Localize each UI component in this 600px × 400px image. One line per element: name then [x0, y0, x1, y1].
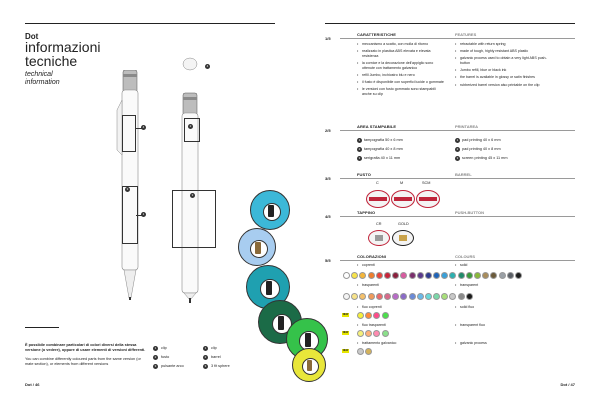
colour-swatch: [425, 272, 432, 279]
feature-it: • il fusto è disponibile con superfici lucide o gommate: [357, 80, 445, 85]
legend-row: 2 fusto 2 barrel: [154, 354, 221, 359]
colour-swatch: [351, 272, 358, 279]
cap-lightblue: [238, 228, 276, 266]
colour-group-fluo-en: • solid fluo: [455, 305, 535, 312]
subtitle-line1: technical: [25, 71, 53, 78]
colour-swatch: [482, 272, 489, 279]
colour-group-fluotrans-en: • transparent fluo: [455, 323, 535, 330]
print-heading-it: AREA STAMPABILE: [357, 124, 397, 129]
colour-swatch: [373, 330, 380, 337]
callout-3: 3: [126, 187, 129, 191]
colour-swatch: [507, 272, 514, 279]
swatch-row-transparent: [343, 293, 473, 300]
callout-box-barrel-2: [172, 190, 216, 248]
colour-swatch: [365, 348, 372, 355]
feature-en: • rubberized barrel version also printable on the clip: [455, 83, 555, 88]
colour-swatch: [433, 293, 440, 300]
colour-swatch: [376, 272, 383, 279]
section-num-colours: 5/5: [325, 258, 331, 263]
colour-swatch: [382, 330, 389, 337]
pushbutton-sample-gold: [392, 230, 414, 246]
footer-right: Dot / 47: [560, 382, 575, 387]
colour-group-trans-en: • transparent: [455, 283, 535, 290]
colour-swatch: [365, 330, 372, 337]
page-title-line1: informazioni: [25, 39, 101, 55]
swatch-row-galvanic: [357, 348, 372, 355]
colour-swatch: [376, 293, 383, 300]
swatch-row-fluo-transparent: [357, 330, 389, 337]
colours-heading-it: COLORAZIONI: [357, 254, 387, 259]
print-list-it: 1 tampografia 50 x 6 mm 2 tampografia 40 x 8 mm 3 serigrafia 40 x 11 mm: [358, 137, 403, 160]
colour-swatch: [474, 272, 481, 279]
callout-4: 4: [142, 125, 145, 129]
colour-swatch: [409, 272, 416, 279]
top-rule-left: [25, 23, 275, 24]
colour-swatch: [425, 293, 432, 300]
pushbutton-heading-en: PUSH-BUTTON: [455, 210, 485, 215]
feature-en: • galvanic process used to obtain a very light ABS push-button: [455, 56, 555, 65]
colour-swatch: [384, 293, 391, 300]
colour-group-trans-it: • trasparenti: [357, 283, 437, 290]
barrel-label-scm: SCM: [422, 181, 431, 185]
barrel-label-c: C: [376, 181, 379, 185]
colour-swatch: [382, 312, 389, 319]
colour-swatch: [409, 293, 416, 300]
callout-box-clip-2: [184, 118, 200, 142]
colour-swatch: [433, 272, 440, 279]
section-num-barrel: 3/5: [325, 176, 331, 181]
colour-swatch: [357, 330, 364, 337]
legend-row: 1 clip 1 clip: [154, 345, 217, 350]
print-list-en: 1 pad printing 40 x 6 mm 2 pad printing 40 x 8 mm 3 screen printing 45 x 11 mm: [456, 137, 508, 160]
colour-swatch: [417, 293, 424, 300]
colour-swatch: [392, 293, 399, 300]
callout-4b: 4: [206, 64, 209, 68]
note-english: You can combine differently coloured parts from the same version (or mate section), or elements from different versions: [25, 357, 141, 367]
colour-swatch: [400, 272, 407, 279]
feature-it: • refill Jumbo, inchiostro blu e nero: [357, 73, 445, 78]
colour-group-solid-it: • coprenti: [357, 263, 437, 270]
pushbutton-sample-cr: [368, 230, 390, 246]
barrel-label-m: M: [400, 181, 404, 185]
colour-swatch: [392, 272, 399, 279]
colour-swatch: [351, 293, 358, 300]
colour-swatch: [343, 293, 350, 300]
colour-swatch: [441, 272, 448, 279]
feature-it: • realizzato in plastica ABS elevata e elevata resistenza: [357, 49, 445, 58]
swatch-row-fluo-solid: [357, 312, 389, 319]
new-tag: NEW: [342, 313, 349, 316]
feature-it: • la cornice e la decorazione dell'appiglio sono ottenute con trattamento galvanico: [357, 61, 445, 70]
barrel-heading-it: FUSTO: [357, 172, 371, 177]
colour-swatch: [400, 293, 407, 300]
colour-swatch: [499, 272, 506, 279]
colour-swatch: [357, 348, 364, 355]
callout-2: 2: [189, 124, 192, 128]
colour-swatch: [458, 272, 465, 279]
feature-it: • le versioni con fusto gommato sono stampabili anche su clip: [357, 87, 445, 96]
colour-swatch: [449, 293, 456, 300]
colour-swatch: [365, 312, 372, 319]
colour-swatch: [359, 293, 366, 300]
section-num-pushbutton: 4/5: [325, 214, 331, 219]
features-heading-en: FEATURES: [455, 32, 477, 37]
colour-group-fluo-it: • fluo coprenti: [357, 305, 437, 312]
colour-swatch: [466, 272, 473, 279]
pushbutton-label-gold: GOLD: [398, 222, 409, 226]
section-num-features: 1/5: [325, 36, 331, 41]
colour-swatch: [490, 272, 497, 279]
colour-swatch: [441, 293, 448, 300]
subtitle-line2: information: [25, 79, 60, 86]
colour-swatch: [466, 293, 473, 300]
pushbutton-heading-it: TAPPINO: [357, 210, 376, 215]
feature-en: • made of tough, highly resistant ABS plastic: [455, 49, 555, 54]
colour-swatch: [368, 272, 375, 279]
page-title-line2: tecniche: [25, 53, 78, 69]
feature-en: • Jumbo refill, blue or black ink: [455, 68, 555, 73]
barrel-heading-en: BARREL: [455, 172, 472, 177]
callout-1: 1: [142, 212, 145, 216]
colour-swatch: [417, 272, 424, 279]
top-rule-right: [325, 23, 575, 24]
feature-en: • the barrel is available in glossy or satin finishes: [455, 75, 555, 80]
colour-swatch: [458, 293, 465, 300]
barrel-sample-m: [391, 190, 415, 208]
colour-swatch: [449, 272, 456, 279]
brand-title: Dot: [25, 32, 39, 41]
print-heading-en: PRINTAREA: [455, 124, 479, 129]
legend: [153, 344, 263, 371]
note-italian: È possibile combinare particolari di colori diversi della stessa versione (o vedere), oppure di usare elementi di versioni differenti.: [25, 343, 146, 353]
colour-group-fluotrans-it: • fluo trasparenti: [357, 323, 437, 330]
colour-swatch: [359, 272, 366, 279]
colours-heading-en: COLOURS: [455, 254, 475, 259]
cap-cyan: [250, 190, 290, 230]
colour-group-galvanic-en: • galvanic process: [455, 341, 535, 348]
legend-row: 3 pulsante arco 3 3 fit sphere: [154, 363, 230, 368]
features-list-it: [357, 42, 445, 99]
colour-swatch: [357, 312, 364, 319]
feature-it: • meccanismo a scatto, con molla di ritorno: [357, 42, 445, 47]
cap-yellow: [292, 348, 326, 382]
barrel-sample-c: [366, 190, 390, 208]
colour-swatch: [343, 272, 350, 279]
swatch-row-solid: [343, 272, 522, 279]
colour-swatch: [368, 293, 375, 300]
new-tag: NEW: [342, 331, 349, 334]
section-num-print: 2/5: [325, 128, 331, 133]
feature-en: • retractable with return spring: [455, 42, 555, 47]
pen-illustration-2: [175, 55, 215, 305]
new-tag: NEW: [342, 349, 349, 352]
colour-group-solid-en: • solid: [455, 263, 535, 270]
colour-swatch: [515, 272, 522, 279]
colour-swatch: [373, 312, 380, 319]
features-heading-it: CARATTERISTICHE: [357, 32, 396, 37]
callout-3b: 3: [191, 193, 194, 197]
features-list-en: [455, 42, 555, 90]
note-rule: [25, 327, 59, 328]
colour-group-galvanic-it: • trattamento galvanico: [357, 341, 437, 348]
pushbutton-label-cr: CR: [376, 222, 382, 226]
barrel-sample-scm: [416, 190, 440, 208]
footer-left: Dot / 46: [25, 382, 40, 387]
colour-swatch: [384, 272, 391, 279]
callout-box-clip: [122, 115, 136, 152]
